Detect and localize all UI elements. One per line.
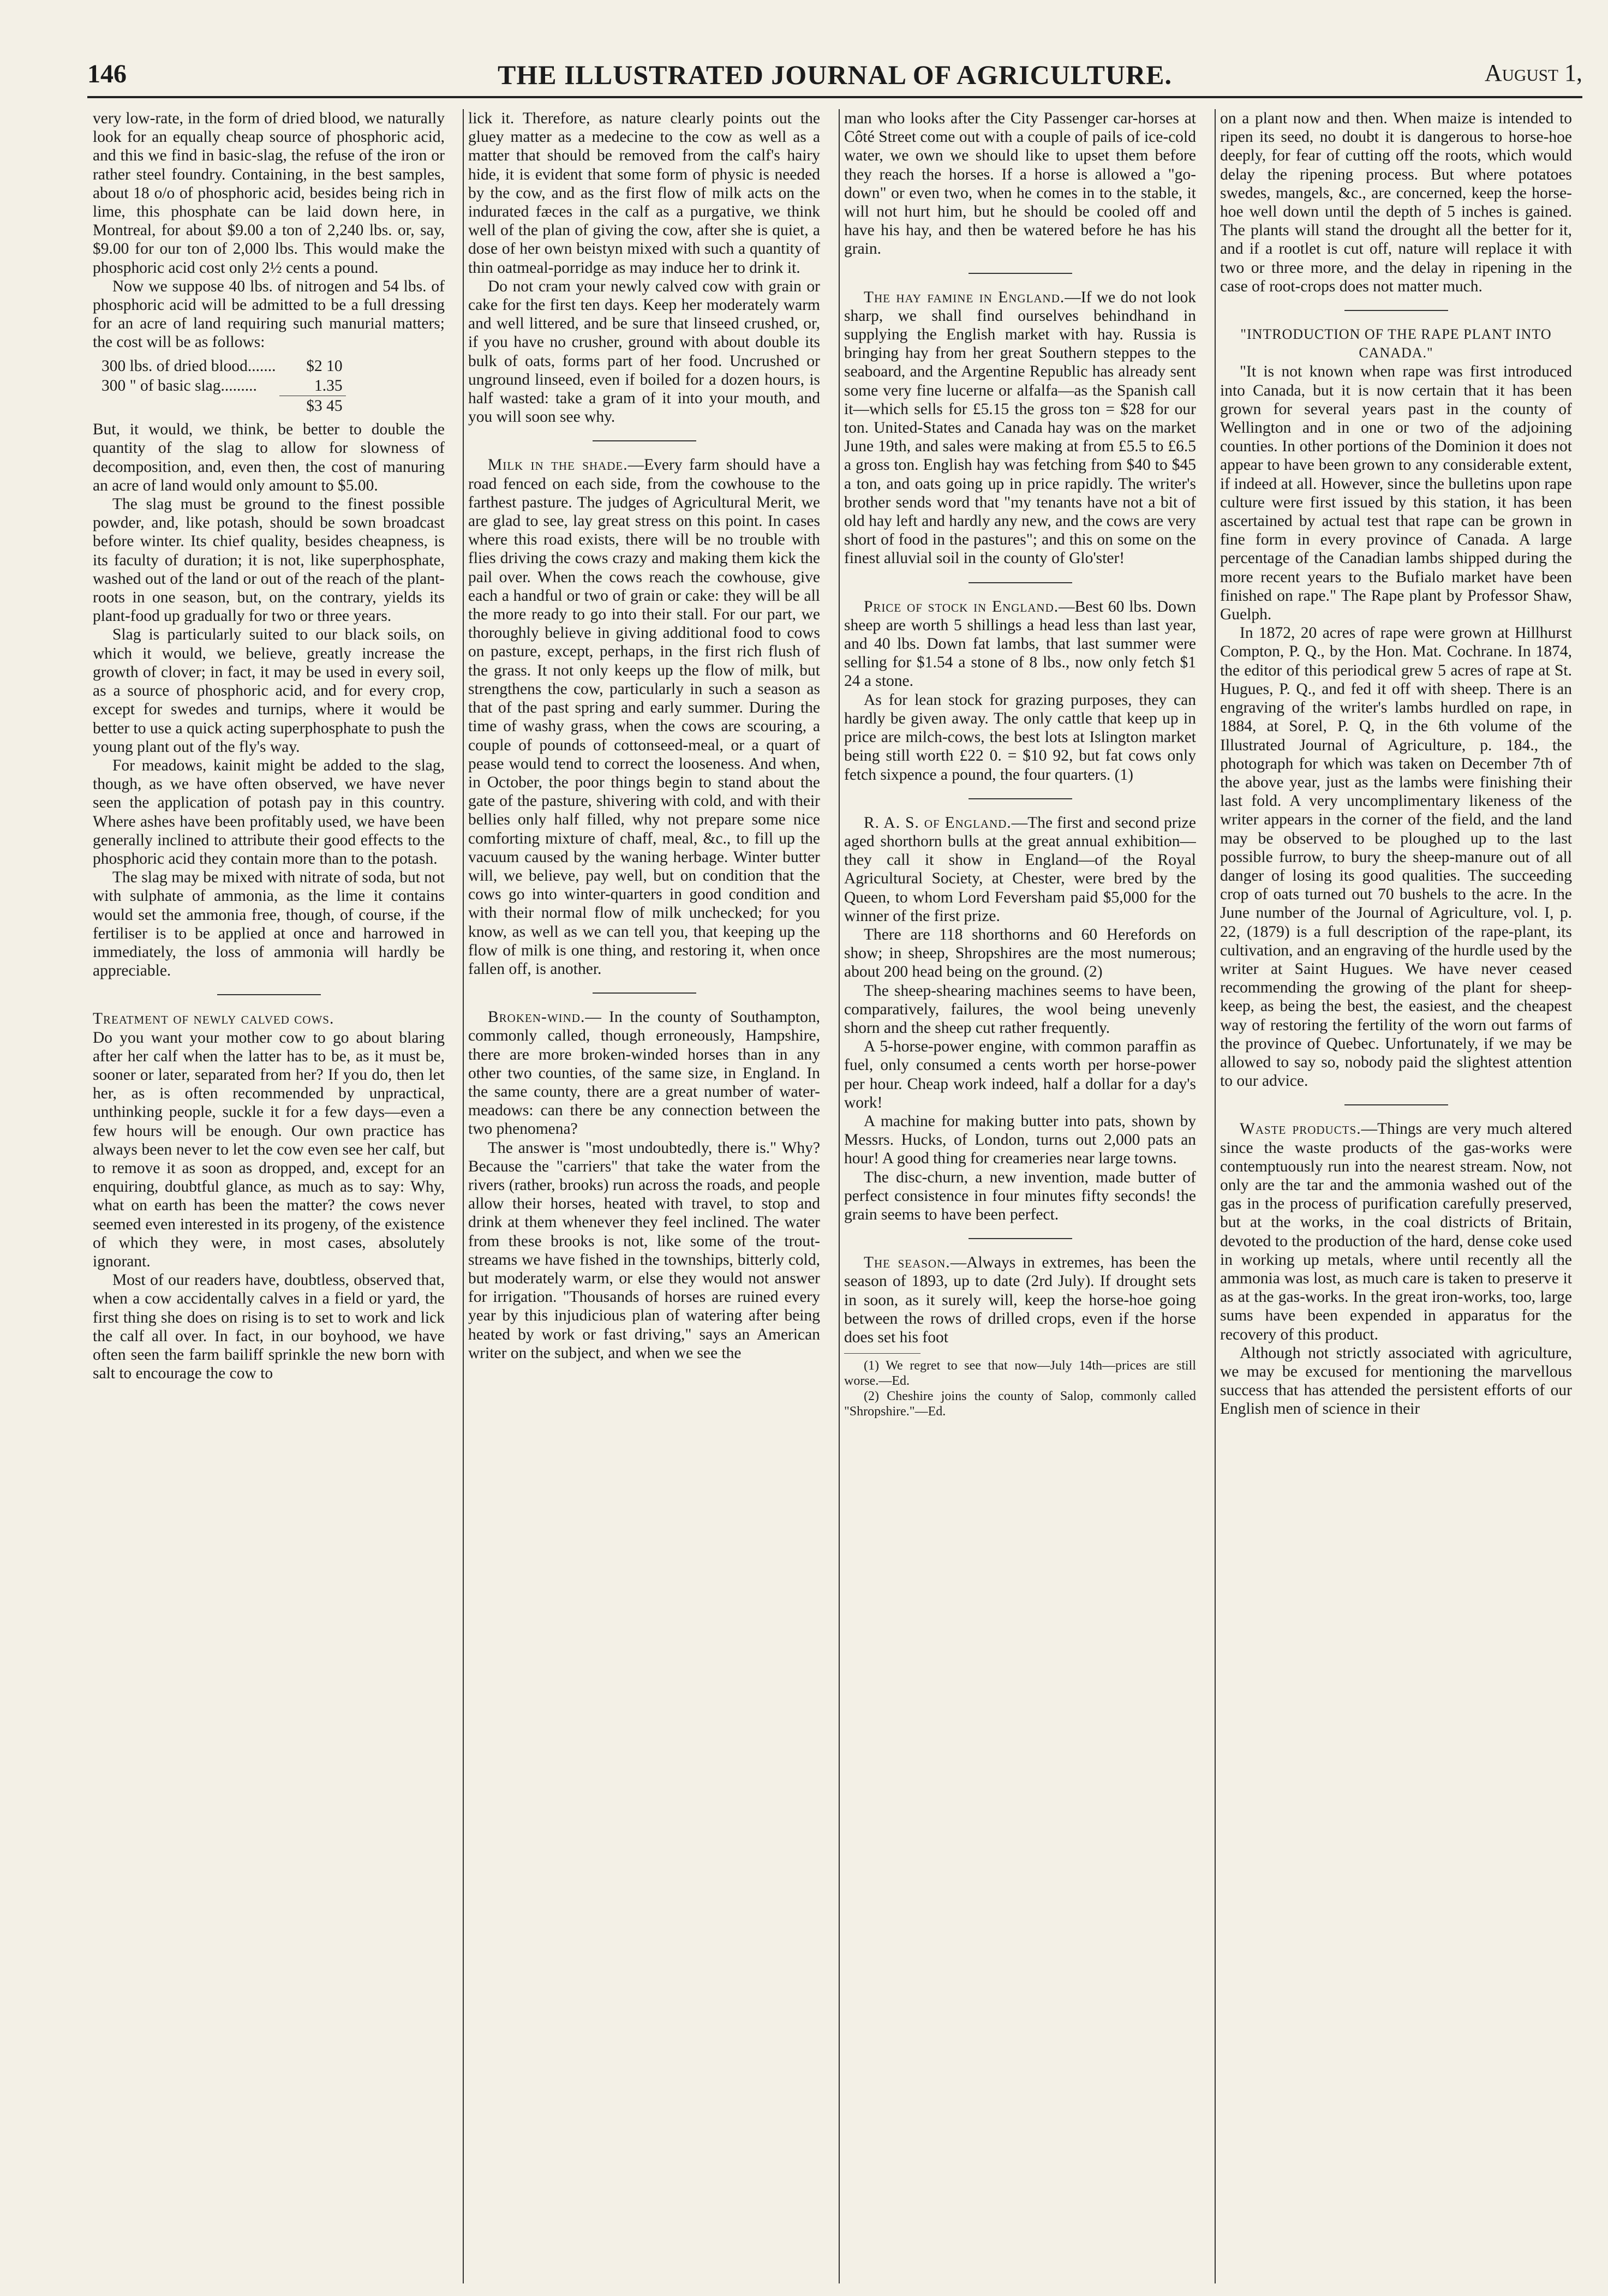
cost-table bbox=[98, 356, 346, 416]
table-row bbox=[98, 396, 346, 416]
section-divider bbox=[593, 440, 696, 441]
paragraph: —The first and second prize aged shorthorn bulls at the great annual exhibition—they call it show in England—of the Royal Agricultural Society, at Chester, were bred by the Queen, to whom Lord Feversham paid $5,000 for the winner of the first prize. bbox=[844, 814, 1196, 925]
section-divider bbox=[593, 992, 696, 994]
column-4 bbox=[1220, 109, 1572, 2283]
paragraph: The slag must be ground to the finest possible powder, and, like potash, should be sown broadcast before winter. Its chief quality, besides cheapness, is its faculty of duration; it is not, like superphosphate, washed out of the land or out of the reach of the plant-roots in one season, but, on the contrary, yields its plant-food up gradually for two or three years. bbox=[93, 495, 445, 625]
section-heading: The hay famine in England. bbox=[864, 288, 1065, 306]
issue-date: August 1, bbox=[1484, 59, 1582, 86]
page-header bbox=[87, 59, 1582, 97]
paragraph: — In the county of Southampton, commonly called, though erroneously, Hampshire, there are more broken-winded horses than in any other two counties, of the same size, in England. In the same county, there are a great number of water-meadows: can there be any connection between the two phenomena? bbox=[468, 1008, 820, 1138]
section-divider bbox=[217, 994, 321, 995]
paragraph: —Things are very much altered since the waste products of the gas-works were contemptuously run into the nearest stream. Now, not only are the tar and the ammonia washed out of the gas in the process of purification carefully preserved, but at the works, in the coal districts of Britain, devoted to the production of the hard, dense coke used in working up metals, where until recently all the ammonia was lost, as much care is taken to preserve it as at the gas-works. In the great iron-works, too, large sums have been expended in apparatus for the recovery of this product. bbox=[1220, 1120, 1572, 1343]
column-2 bbox=[468, 109, 820, 2283]
paragraph: very low-rate, in the form of dried blood, we naturally look for an equally cheap source of phosphoric acid, and this we find in basic-slag, the refuse of the iron or rather steel foundry. Containing, in the best samples, about 18 o/o of phosphoric acid, besides being rich in lime, this phosphate can be laid down here, in Montreal, for about $9.00 a ton of 2,240 lbs. or, say, $9.00 for our ton of 2,000 lbs. This would make the phosphoric acid cost only 2½ cents a pound. bbox=[93, 110, 445, 277]
section-heading: Price of stock in England. bbox=[864, 597, 1059, 615]
paragraph: In 1872, 20 acres of rape were grown at Hillhurst Compton, P. Q., by the Hon. Mat. Cochrane. In 1874, the editor of this periodical grew 5 acres of rape at St. Hugues, P. Q., and fed it off with sheep. There is an engraving of the writer's lambs hurdled on rape, in 1884, at Sorel, P. Q, in the 6th volume of the Illustrated Journal of Agriculture, p. 184., the photograph for which was taken on December 7th of the above year, just as the lambs were finishing their last fold. A very uncomplimentary likeness of the writer appears in the corner of the field, and the land may be observed to be ploughed up to the last possible furrow, to bury the sheep-manure out of all danger of losing its good qualities. The succeeding crop of oats turned out 70 bushels to the acre. In the June number of the Journal of Agriculture, vol. I, p. 22, (1879) is a full description of the rape-plant, its cultivation, and an engraving of the hurdle used by the writer at Saint Hugues. We have never ceased recommending the growing of the plant for sheep-keep, as being the best, the easiest, and the cheapest way of restoring the fertility of the worn out farms of the province of Quebec. Unfortunately, if we may be allowed to say so, nobody paid the slightest attention to our advice. bbox=[1220, 624, 1572, 1090]
paragraph: For meadows, kainit might be added to the slag, though, as we have often observed, we have never seen the application of potash pay in this country. Where ashes have been profitably used, we have been generally inclined to attribute their good effects to the phosphoric acid they contain more than to the potash. bbox=[93, 756, 445, 868]
cost-label: 300 " of basic slag......... bbox=[101, 377, 257, 395]
paragraph: —If we do not look sharp, we shall find ourselves behindhand in supplying the English market with hay. Russia is bringing hay from her great Southern steppes to the seaboard, and the Argentine Republic has already sent some very fine lucerne or alfalfa—as the Spanish call it—which sells for £5.15 the gross ton = $28 for our ton. United-States and Canada hay was on the market June 19th, and sales were making at from £5.5 to £6.5 a gross ton. English hay was fetching from $40 to $45 a ton, and oats going up in price rapidly. The writer's brother sends word that "my tenants have not a bit of old hay left and hardly any new, and the cows are very short of food in the pastures"; and this on some on the finest alluvial soil in the county of Glo'ster! bbox=[844, 288, 1196, 567]
cost-total: $3 45 bbox=[306, 397, 343, 415]
paragraph: lick it. Therefore, as nature clearly points out the gluey matter as a medecine to the cow as well as a matter that should be removed from the calf's hairy hide, it is evident that some form of physic is needed by the cow, and as the first flow of milk acts on the indurated fæces in the calf as a purgative, we think well of the plan of giving the cow, after she is quiet, a dose of her own beistyn mixed with such a quantity of thin oatmeal-porridge as may induce her to drink it. bbox=[468, 110, 820, 277]
paragraph: As for lean stock for grazing purposes, they can hardly be given away. The only cattle that keep up in price are milch-cows, the best lots at Islington market being still worth £22 0. = $10 92, but fat cows only fetch sixpence a pound, the four quarters. (1) bbox=[844, 691, 1196, 784]
section-divider bbox=[969, 798, 1072, 799]
paragraph: The sheep-shearing machines seems to have been, comparatively, failures, the wool being unevenly shorn and the sheep cut rather frequently. bbox=[844, 982, 1196, 1037]
column-3 bbox=[844, 109, 1196, 2283]
paragraph: Slag is particularly suited to our black soils, on which it would, we believe, greatly increase the growth of clover; in fact, it may be used in every soil, as a source of phosphoric acid, and for every crop, except for swedes and turnips, where it would be better to use a quick acting superphosphate to push the young plant out of the fly's way. bbox=[93, 626, 445, 756]
page-number: 146 bbox=[87, 59, 127, 88]
paragraph: —Best 60 lbs. Down sheep are worth 5 shillings a head less than last year, and 40 lbs. Down fat lambs, that last summer were selling for $1.54 a stone of 8 lbs., now only fetch $1 24 a stone. bbox=[844, 597, 1196, 690]
section-heading: R. A. S. of England. bbox=[864, 814, 1012, 832]
cost-label: 300 lbs. of dried blood....... bbox=[101, 357, 276, 375]
paragraph: The disc-churn, a new invention, made butter of perfect consistence in four minutes fifty seconds! the grain seems to have been perfect. bbox=[844, 1168, 1196, 1223]
paragraph: There are 118 shorthorns and 60 Herefords on show; in sheep, Shropshires are the most numerous; about 200 head being on the ground. (2) bbox=[844, 925, 1196, 981]
section-heading: Waste products. bbox=[1240, 1120, 1361, 1138]
section-heading: Broken-wind. bbox=[488, 1008, 585, 1026]
column-rule bbox=[463, 109, 464, 2283]
section-divider bbox=[1344, 1104, 1448, 1105]
section-heading: Treatment of newly calved cows. bbox=[93, 1010, 334, 1028]
section-divider bbox=[969, 1238, 1072, 1239]
paragraph: The slag may be mixed with nitrate of soda, but not with sulphate of ammonia, as the lime it contains would set the ammonia free, though, of course, if the fertiliser is to be applied at once and harrowed in immediately, the loss of ammonia will hardly be appreciable. bbox=[93, 869, 445, 980]
paragraph: on a plant now and then. When maize is intended to ripen its seed, no doubt it is dangerous to horse-hoe deeply, for fear of cutting off the roots, which would delay the ripening process. But where potatoes swedes, mangels, &c., are concerned, keep the horse-hoe well down until the depth of 5 inches is gained. The plants will stand the drought all the better for it, and if a rootlet is cut off, nature will replace it with two or three more, and the delay in ripening in the case of root-crops does not matter much. bbox=[1220, 110, 1572, 295]
paragraph: But, it would, we think, be better to double the quantity of the slag to allow for slowness of decomposition, and, even then, the cost of manuring an acre of land would only amount to $5.00. bbox=[93, 421, 445, 494]
section-divider bbox=[969, 273, 1072, 274]
footnote: (2) Cheshire joins the county of Salop, commonly called "Shropshire."—Ed. bbox=[844, 1389, 1196, 1419]
footnote-divider bbox=[844, 1353, 920, 1354]
table-row bbox=[98, 376, 346, 396]
section-heading: The season. bbox=[864, 1254, 951, 1272]
section-heading: Milk in the shade. bbox=[488, 456, 628, 474]
column-rule bbox=[1215, 109, 1216, 2283]
section-heading: "INTRODUCTION OF THE RAPE PLANT INTO CANADA." bbox=[1240, 326, 1552, 361]
column-1 bbox=[93, 109, 445, 2283]
paragraph: Although not strictly associated with agriculture, we may be excused for mentioning the marvellous success that has attended the persistent efforts of our English men of science in their bbox=[1220, 1344, 1572, 1418]
column-rule bbox=[839, 109, 840, 2283]
section-divider bbox=[969, 582, 1072, 583]
paragraph: man who looks after the City Passenger car-horses at Côté Street come out with a couple of pails of ice-cold water, we own we should like to upset them before they reach the horses. If a horse is allowed a "go-down" or even two, when he comes in to the stable, it will not hurt him, but he should be cooled off and have his hay, and then be watered before he has his grain. bbox=[844, 110, 1196, 258]
paragraph: Now we suppose 40 lbs. of nitrogen and 54 lbs. of phosphoric acid will be admitted to be a full dressing for an acre of land requiring such manurial matters; the cost will be as follows: bbox=[93, 277, 445, 351]
section-divider bbox=[1344, 310, 1448, 311]
paragraph: Most of our readers have, doubtless, observed that, when a cow accidentally calves in a field or yard, the first thing she does on rising is to set to work and lick the calf all over. In fact, in our boyhood, we have often seen the farm bailiff sprinkle the new born with salt to encourage the cow to bbox=[93, 1271, 445, 1383]
cost-value: $2 10 bbox=[306, 357, 343, 375]
cost-value: 1.35 bbox=[279, 376, 346, 396]
footnote: (1) We regret to see that now—July 14th—prices are still worse.—Ed. bbox=[844, 1359, 1196, 1389]
paragraph: A machine for making butter into pats, shown by Messrs. Hucks, of London, turns out 2,000 pats an hour! A good thing for creameries near large towns. bbox=[844, 1112, 1196, 1168]
header-rule bbox=[87, 96, 1582, 98]
paragraph: A 5-horse-power engine, with common paraffin as fuel, only consumed a cents worth per horse-power per hour. Cheap work indeed, half a dollar for a day's work! bbox=[844, 1038, 1196, 1111]
paragraph: Do not cram your newly calved cow with grain or cake for the first ten days. Keep her moderately warm and well littered, and be sure that linseed crushed, or, if you have no crusher, ground with about double its bulk of oats, forms part of her food. Uncrushed or unground linseed, even if boiled for a dozen hours, is half wasted: take a gram of it into your mouth, and you will soon see why. bbox=[468, 277, 820, 426]
paragraph: —Every farm should have a road fenced on each side, from the cowhouse to the farthest pasture. The judges of Agricultural Merit, we are glad to see, lay great stress on this point. In cases where this road exists, there will be no trouble with flies driving the cows crazy and making them kick the pail over. When the cows reach the cowhouse, give each a handful or two of grain or cake: they will be all the more ready to go into their stall. For our part, we thoroughly believe in giving additional food to cows on pasture, except, perhaps, in the first rich flush of the grass. It not only keeps up the flow of milk, but strengthens the cow, particularly in such a season as that of the past spring and early summer. During the time of washy grass, when the cows are scouring, a couple of pounds of cottonseed-meal, or a quart of pease would tend to correct the looseness. And when, in October, the poor things begin to stand about the gate of the pasture, shivering with cold, and with their bellies only half filled, why not prepare some nice comforting mixture of chaff, meal, &c., to fill up the vacuum caused by the waning herbage. Winter butter will, we believe, pay well, but on condition that the cows go into winter-quarters in good condition and with their normal flow of milk unchecked; for you know, as well as we can tell you, that keeping up the flow of milk is one thing, and restoring it, when once fallen off, is another. bbox=[468, 456, 820, 978]
paragraph: —Always in extremes, has been the season of 1893, up to date (2rd July). If drought sets in soon, as it surely will, keep the horse-hoe going between the rows of drilled crops, even if the horse does set his foot bbox=[844, 1254, 1196, 1346]
paragraph: The answer is "most undoubtedly, there is." Why? Because the "carriers" that take the water from the rivers (rather, brooks) run across the roads, and people allow their horses, heated with travel, to stop and drink at them whenever they feel inclined. The water from these brooks is not, like some of the trout-streams we have fished in the townships, bitterly cold, but moderately warm, or else they would not answer for irrigation. "Thousands of horses are ruined every year by this injudicious plan of watering after being heated by work or fast driving," says an American writer on the subject, and when we see the bbox=[468, 1139, 820, 1362]
paragraph: Do you want your mother cow to go about blaring after her calf when the latter has to be, as it must be, sooner or later, separated from her? If you do, then let her, as is often recommended by unpractical, unthinking people, suckle it for a few days—even a few hours will be enough. Our own practice has always been never to let the cow even see her calf, but to remove it as soon as dropped, and, except for an enquiring, doubtful glance, as much as to say: Why, what on earth has been the matter? the cows never seemed even interested in its progeny, of the existence of which they were, in most cases, absolutely ignorant. bbox=[93, 1029, 445, 1270]
table-row bbox=[98, 356, 346, 376]
paragraph: "It is not known when rape was first introduced into Canada, but it is now certain that it has been grown for several years past in the county of Wellington and in one or two of the adjoining counties. In other portions of the Dominion it does not appear to have been grown to any considerable extent, if indeed at all. However, since the bulletins upon rape culture were first issued by this station, it has been ascertained by actual test that rape can be grown in fine form in every province of Canada. A large percentage of the Canadian lambs shipped during the more recent years to the Bufialo market have been finished on rape." The Rape plant by Professor Shaw, Guelph. bbox=[1220, 363, 1572, 624]
journal-title: THE ILLUSTRATED JOURNAL OF AGRICULTURE. bbox=[497, 59, 1173, 90]
